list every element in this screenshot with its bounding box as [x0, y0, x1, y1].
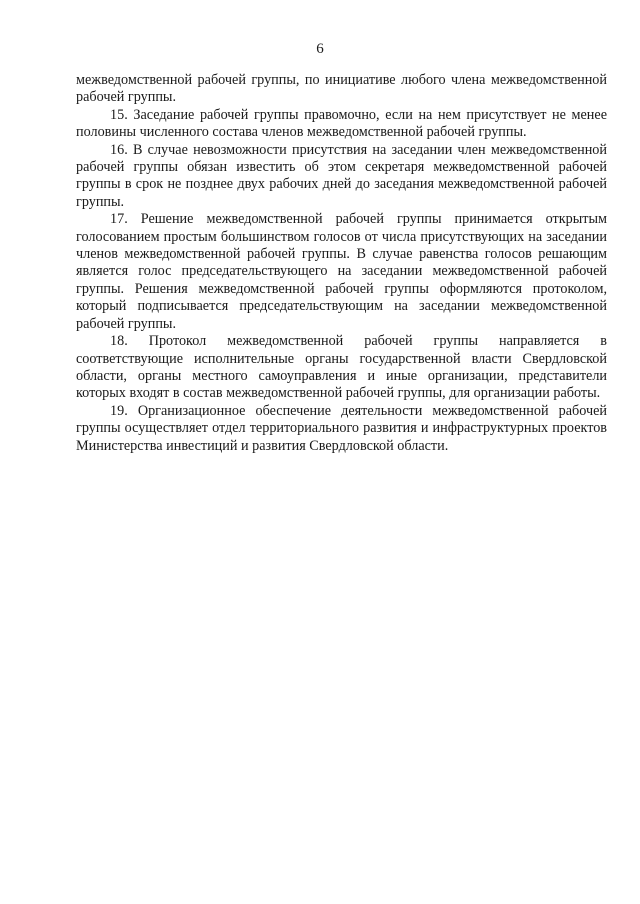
- paragraph-continuation: межведомственной рабочей группы, по инициативе любого члена межведомственной рабочей группы.: [76, 72, 607, 106]
- page-number: 6: [316, 41, 324, 57]
- paragraph-item-17: 17. Решение межведомственной рабочей группы принимается открытым голосованием простым большинством голосов от числа присутствующих на заседании членов межведомственной рабочей группы. В случае равенства голосов решающим является голос председательствующего на заседании межведомственной рабочей группы. Решения межведомственной рабочей группы оформляются протоколом, который подписывается председательствующим на заседании межведомственной рабочей группы.: [76, 211, 607, 332]
- document-body: [76, 72, 607, 455]
- paragraph-item-15: 15. Заседание рабочей группы правомочно, если на нем присутствует не менее половины численного состава членов межведомственной рабочей группы.: [76, 106, 607, 141]
- paragraph-item-16: 16. В случае невозможности присутствия на заседании член межведомственной рабочей группы обязан известить об этом секретаря межведомственной рабочей группы в срок не позднее двух рабочих дней до заседания межведомственной рабочей группы.: [76, 141, 607, 210]
- paragraph-item-18: 18. Протокол межведомственной рабочей группы направляется в соответствующие исполнительные органы государственной власти Свердловской области, органы местного самоуправления и иные организации, представители которых входят в состав межведомственной рабочей группы, для организации работы.: [76, 333, 607, 402]
- paragraph-item-19: 19. Организационное обеспечение деятельности межведомственной рабочей группы осуществляет отдел территориального развития и инфраструктурных проектов Министерства инвестиций и развития Свердловской области.: [76, 402, 607, 454]
